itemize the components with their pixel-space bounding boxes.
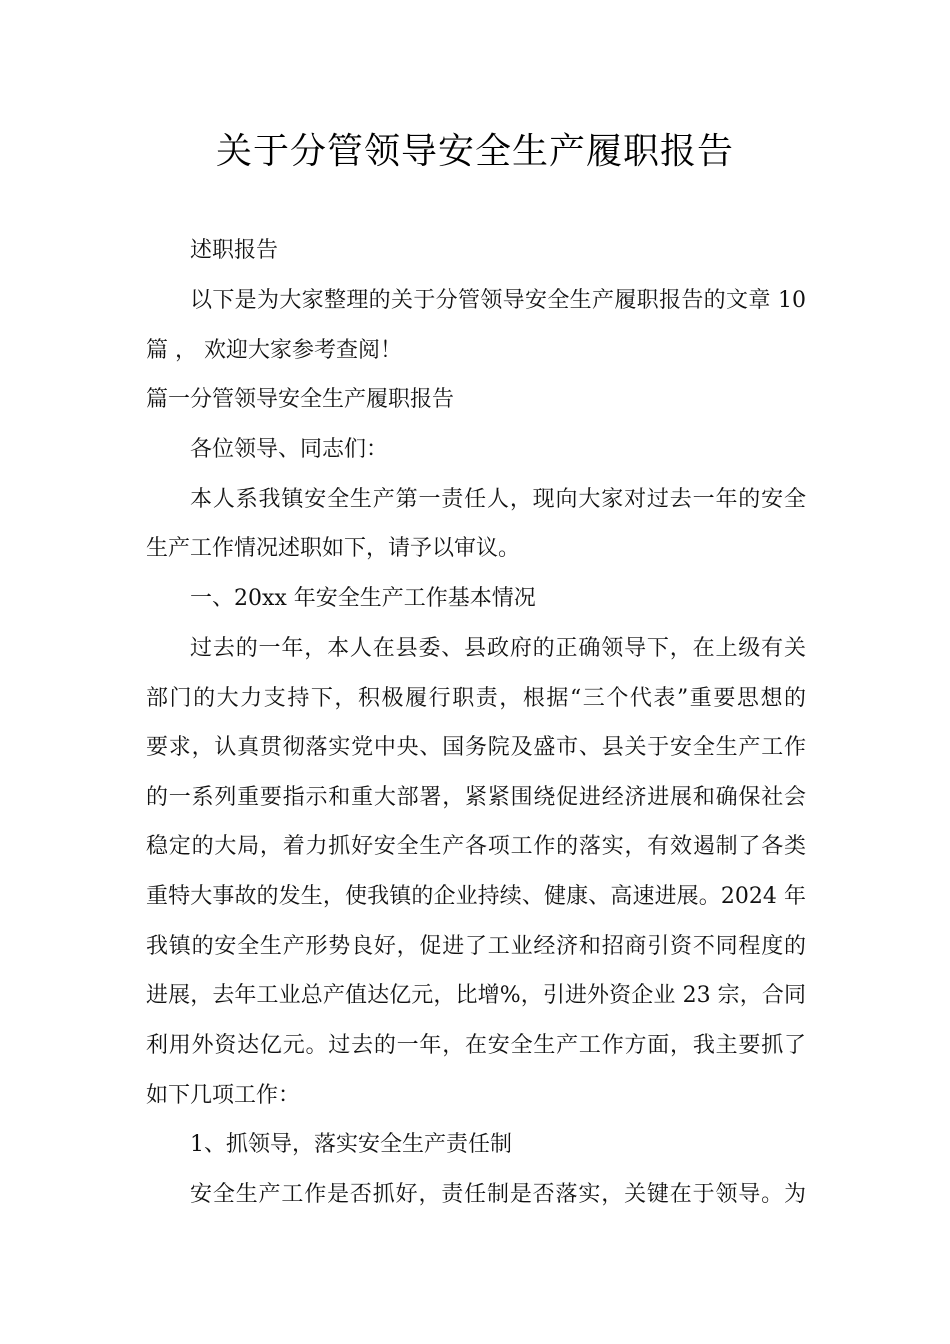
paragraph-line: 以下是为大家整理的关于分管领导安全生产履职报告的文章 10 [190,288,806,313]
paragraph-line: 利用外资达亿元。过去的一年，在安全生产工作方面，我主要抓了 [146,1033,806,1058]
section-heading: 篇一分管领导安全生产履职报告 [146,387,455,412]
paragraph-line: 本人系我镇安全生产第一责任人，现向大家对过去一年的安全 [190,487,806,512]
subsection-heading: 一、20xx 年安全生产工作基本情况 [190,586,536,611]
paragraph-line: 重特大事故的发生，使我镇的企业持续、健康、高速进展。2024 年 [146,884,806,909]
subsection-heading: 1、抓领导，落实安全生产责任制 [190,1132,512,1157]
paragraph-line-heading: 述职报告 [190,238,279,263]
paragraph-line: 过去的一年，本人在县委、县政府的正确领导下，在上级有关 [190,636,806,661]
paragraph-line: 进展，去年工业总产值达亿元，比增%，引进外资企业 23 宗，合同 [146,983,806,1008]
paragraph-line: 要求，认真贯彻落实党中央、国务院及盛市、县关于安全生产工作 [146,735,806,760]
document-title: 关于分管领导安全生产履职报告 [215,131,734,172]
paragraph-line: 安全生产工作是否抓好，责任制是否落实，关键在于领导。为 [190,1182,806,1207]
paragraph-line: 的一系列重要指示和重大部署，紧紧围绕促进经济进展和确保社会 [146,785,806,810]
paragraph-line: 篇 ， 欢迎大家参考查阅！ [146,338,402,363]
paragraph-line: 如下几项工作： [146,1083,301,1108]
paragraph-line: 我镇的安全生产形势良好，促进了工业经济和招商引资不同程度的 [146,934,806,959]
paragraph-line: 稳定的大局，着力抓好安全生产各项工作的落实，有效遏制了各类 [146,834,806,859]
paragraph-line: 部门的大力支持下，积极履行职责，根据“三个代表”重要思想的 [146,686,806,711]
paragraph-line: 生产工作情况述职如下，请予以审议。 [146,536,521,561]
salutation: 各位领导、同志们： [190,437,389,462]
